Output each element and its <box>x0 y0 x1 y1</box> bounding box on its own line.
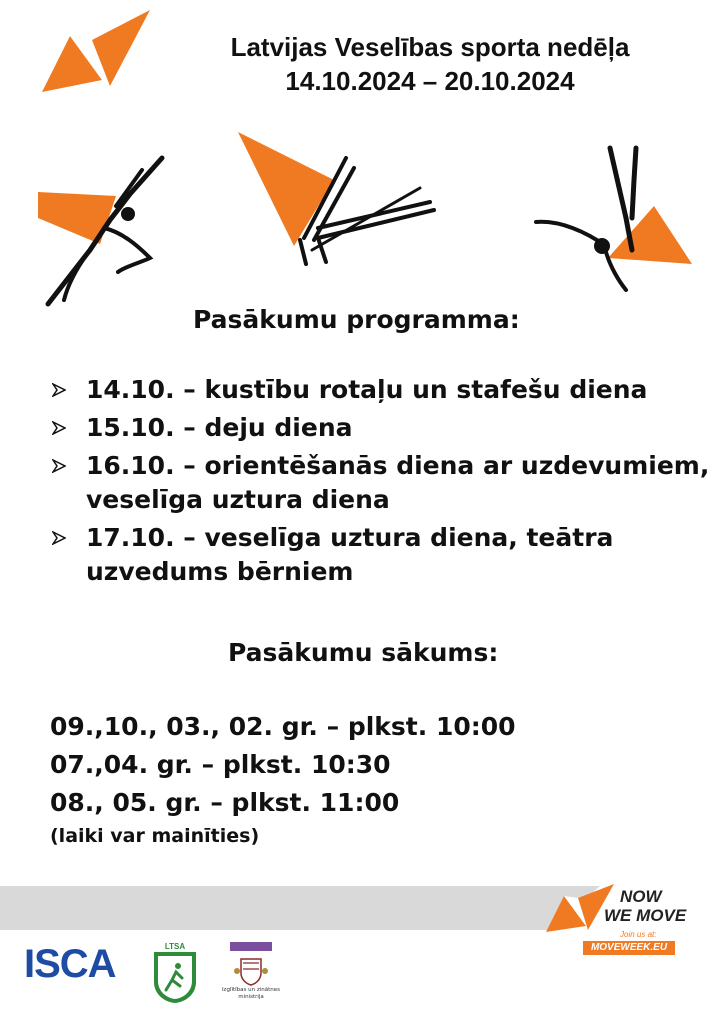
nwm-join-url: MOVEWEEK.EU <box>583 941 675 955</box>
times-note: (laiki var mainīties) <box>50 825 260 847</box>
program-list <box>52 373 712 593</box>
list-item <box>52 449 712 517</box>
bullet-arrow-icon <box>52 459 66 473</box>
nwm-join-text: Join us at: <box>620 930 657 939</box>
lssa-shield-logo <box>152 940 198 1004</box>
lssa-logo-text: LTSA <box>164 942 186 951</box>
page-title <box>150 30 710 98</box>
ministry-logo <box>220 942 282 1001</box>
ministry-caption-line1: Izglītības un zinātnes <box>221 987 281 993</box>
start-times-block <box>50 708 710 850</box>
bullet-arrow-icon <box>52 531 66 545</box>
list-item <box>52 373 712 407</box>
isca-logo: ISCA <box>24 942 116 986</box>
program-heading: Pasākumu programma: <box>193 305 520 334</box>
footer-band <box>0 886 600 930</box>
start-times-heading: Pasākumu sākums: <box>228 638 499 667</box>
coat-of-arms-icon <box>233 955 269 987</box>
athlete-running-icon <box>38 150 168 310</box>
title-line-1: Latvijas Veselības sporta nedēļa <box>230 32 630 62</box>
now-we-move-logo-icon <box>40 8 152 96</box>
nwm-text-line1: NOW <box>620 887 662 906</box>
bullet-arrow-icon <box>52 421 66 435</box>
bullet-arrow-icon <box>52 383 66 397</box>
ministry-caption-line2: ministrija <box>238 994 264 1000</box>
athlete-handstand-icon <box>530 140 695 300</box>
list-item <box>52 521 712 589</box>
athlete-skiing-icon <box>234 128 444 273</box>
list-item <box>52 411 712 445</box>
nwm-text-line2: WE MOVE <box>604 906 687 925</box>
program-item-text: 17.10. – veselīga uztura diena, teātra uzvedums bērniem <box>86 523 614 586</box>
start-time-line: 09.,10., 03., 02. gr. – plkst. 10:00 <box>50 712 516 741</box>
program-item-text: 14.10. – kustību rotaļu un stafešu diena <box>86 375 648 404</box>
program-item-text: 15.10. – deju diena <box>86 413 353 442</box>
title-line-2: 14.10.2024 – 20.10.2024 <box>285 66 575 96</box>
program-item-text: 16.10. – orientēšanās diena ar uzdevumiem, veselīga uztura diena <box>86 451 710 514</box>
ministry-color-bar <box>230 942 272 951</box>
start-time-line: 07.,04. gr. – plkst. 10:30 <box>50 750 391 779</box>
start-time-line: 08., 05. gr. – plkst. 11:00 <box>50 788 400 817</box>
